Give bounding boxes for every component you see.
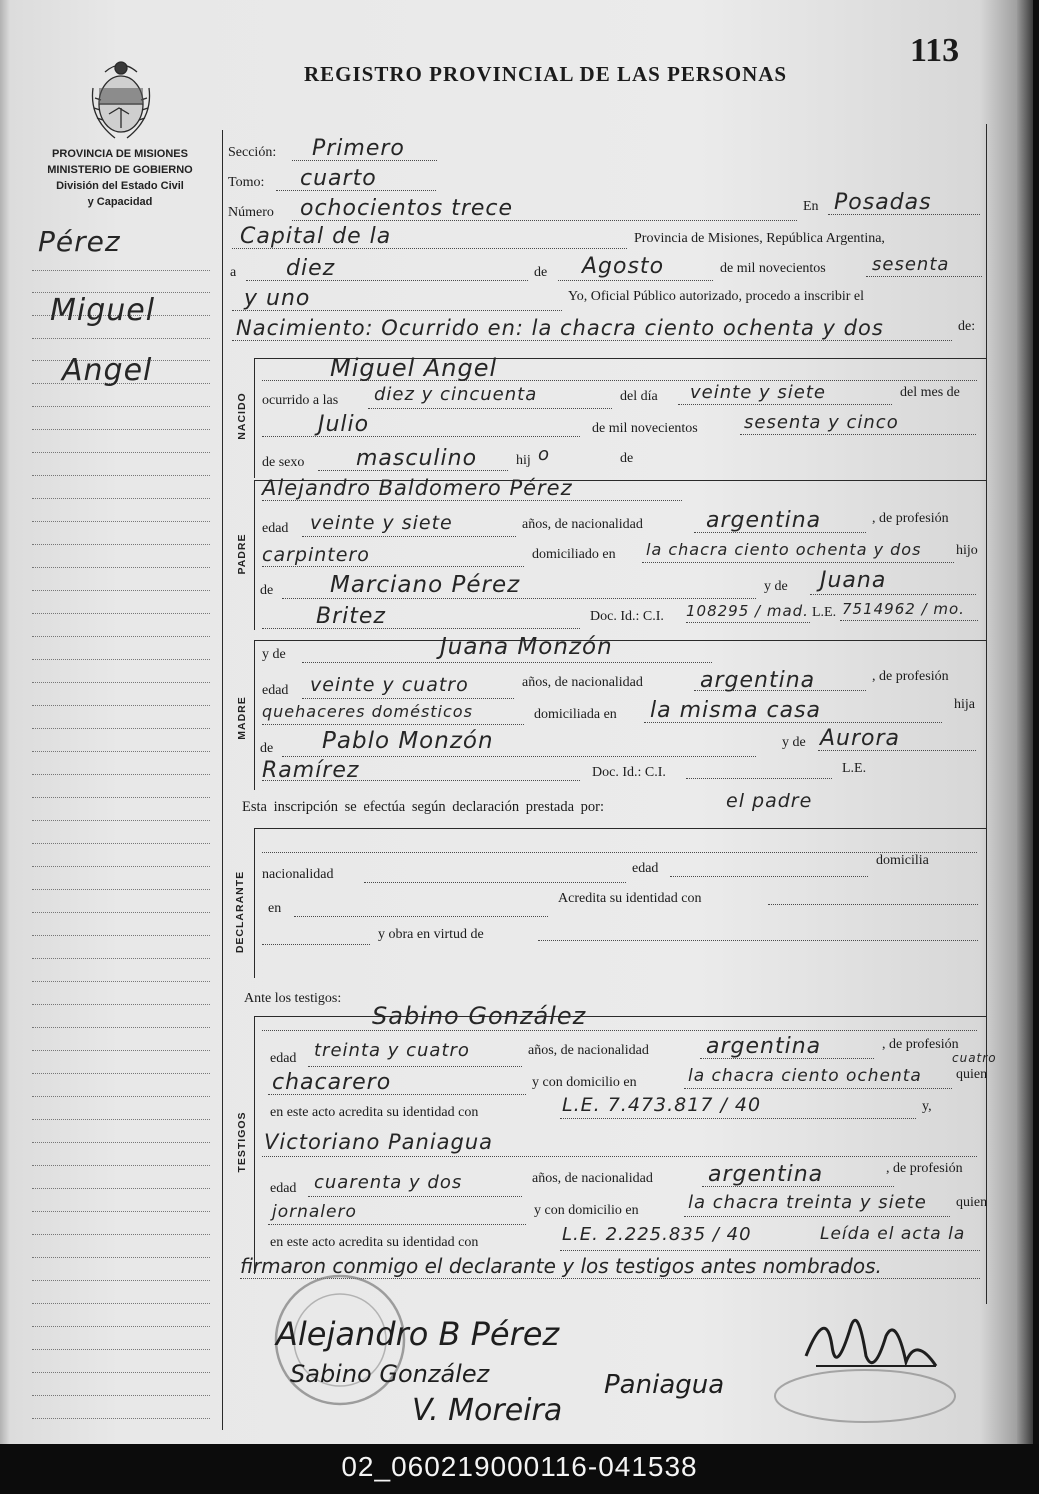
padre-nombre-line [262, 500, 682, 501]
label-declarante: DECLARANTE [234, 870, 246, 954]
label-padre-edad: edad [262, 521, 289, 536]
abuela-p-line [810, 594, 976, 595]
label-de-mes: de [534, 265, 548, 280]
label-tomo: Tomo: [228, 175, 265, 190]
value-sexo: masculino [356, 446, 478, 471]
value-t2-nac: argentina [708, 1162, 824, 1187]
decl-nac-line [364, 882, 626, 883]
value-padre-nombre: Alejandro Baldomero Pérez [262, 476, 573, 500]
padre-edad-line [302, 536, 516, 537]
value-anio: sesenta [872, 254, 950, 275]
label-decl-nac: nacionalidad [262, 867, 334, 882]
signature-testigo1: Sabino González [290, 1360, 490, 1388]
signature-oficial-icon [796, 1296, 946, 1386]
label-decl-domicilia: domicilia [876, 853, 929, 868]
value-tomo: cuarto [300, 166, 377, 191]
abuela-ap-line [262, 628, 580, 629]
label-seccion: Sección: [228, 145, 277, 160]
t2-doc-line [560, 1250, 980, 1251]
value-dia: diez [286, 256, 336, 281]
abuelo-m-line [282, 756, 756, 757]
value-anio2: y uno [244, 286, 311, 311]
value-testigo2-nombre: Victoriano Paniagua [264, 1130, 494, 1154]
value-madre-edad: veinte y cuatro [310, 674, 469, 696]
margin-first-name: Miguel [50, 293, 156, 328]
testigos-side-rule [254, 1016, 255, 1274]
declarante-top-rule [254, 828, 986, 829]
label-nacido: NACIDO [236, 392, 248, 440]
t1-edad-line [308, 1066, 522, 1067]
label-madre-edad: edad [262, 683, 289, 698]
label-t1-acredita: en este acto acredita su identidad con [270, 1105, 479, 1120]
label-ocurrido: ocurrido a las [262, 393, 339, 408]
coat-of-arms-icon [85, 58, 157, 142]
issuer-capacity: y Capacidad [87, 196, 153, 208]
value-padre-prof: carpintero [262, 544, 370, 566]
label-testigos: TESTIGOS [236, 1111, 248, 1173]
label-padre-y-de: y de [764, 579, 788, 594]
value-t2-edad: cuarenta y dos [314, 1172, 463, 1193]
ci-line [686, 622, 810, 623]
decl-acredita-line [768, 904, 978, 905]
label-t1-y: y, [922, 1099, 932, 1114]
label-madre-doc: Doc. Id.: C.I. [592, 765, 666, 780]
form-right-border [986, 124, 987, 1304]
label-mil: de mil novecientos [720, 261, 826, 276]
value-t1-dom: la chacra ciento ochenta [688, 1066, 922, 1086]
mes-nac-line [262, 436, 580, 437]
t2-prof-line [268, 1224, 526, 1225]
t1-nombre-line [262, 1030, 977, 1031]
page-edge [1017, 0, 1033, 1444]
label-t2-edad: edad [270, 1181, 297, 1196]
label-decl-en: en [268, 901, 282, 916]
label-a: a [230, 265, 237, 280]
value-t1-nac: argentina [706, 1034, 822, 1059]
declarante-side-rule [254, 828, 255, 978]
value-hij-suffix: o [538, 444, 551, 465]
label-padre: PADRE [236, 533, 248, 575]
label-t1-nac: años, de nacionalidad [528, 1043, 649, 1058]
value-anio-nac: sesenta y cinco [744, 412, 899, 433]
value-t2-prof: jornalero [272, 1202, 357, 1222]
value-abuela-m-apellido: Ramírez [262, 758, 360, 783]
t1-dom-line [684, 1088, 952, 1089]
label-domiciliada: domiciliada en [534, 707, 617, 722]
label-del-dia: del día [620, 389, 658, 404]
label-decl-edad: edad [632, 861, 659, 876]
label-hija: hija [954, 697, 975, 712]
label-declaracion: Esta inscripción se efectúa según declaración prestada por: [242, 799, 605, 815]
label-madre-nac: años, de nacionalidad [522, 675, 643, 690]
value-cierre-b: firmaron conmigo el declarante y los testigos antes nombrados. [240, 1254, 882, 1278]
value-padre-dom: la chacra ciento ochenta y dos [646, 540, 922, 559]
madre-prof-line [262, 724, 524, 725]
label-de-colon: de: [958, 319, 976, 334]
label-de-padres: de [620, 451, 634, 466]
padre-dom-line [642, 562, 954, 563]
value-t1-dom-extra: cuatro [952, 1051, 997, 1065]
label-sexo: de sexo [262, 455, 305, 470]
label-madre-prof: , de profesión [872, 669, 949, 684]
signature-testigo2: V. Moreira [412, 1393, 563, 1428]
t2-dom-line [684, 1216, 950, 1217]
label-ante-testigos: Ante los testigos: [244, 991, 342, 1006]
registry-title: REGISTRO PROVINCIAL DE LAS PERSONAS [304, 62, 788, 86]
margin-second-name: Angel [62, 353, 153, 388]
issuer-province: PROVINCIA DE MISIONES [52, 148, 188, 160]
label-madre-y-de: y de [262, 647, 286, 662]
acta-line [232, 340, 952, 341]
label-t2-quien: quien [956, 1195, 988, 1210]
value-ciudad: Posadas [834, 190, 932, 215]
value-t2-dom: la chacra treinta y siete [688, 1192, 927, 1213]
label-provincia: Provincia de Misiones, República Argentina, [634, 231, 885, 246]
label-t1-edad: edad [270, 1051, 297, 1066]
testigos-top-rule [254, 1016, 986, 1017]
madre-top-rule [254, 640, 986, 641]
decl-obra-pre-line [262, 944, 370, 945]
nacido-side-rule [254, 358, 255, 478]
label-decl-obra: y obra en virtud de [378, 927, 484, 942]
le-line [840, 620, 978, 621]
label-t1-prof: , de profesión [882, 1037, 959, 1052]
label-hij: hij [516, 453, 531, 468]
label-madre-de: de [260, 741, 274, 756]
signature-paniagua: Paniagua [604, 1370, 725, 1400]
value-seccion: Primero [312, 136, 405, 161]
label-madre-le: L.E. [842, 761, 867, 776]
madre-nombre-line [302, 662, 712, 663]
decl-edad-line [670, 876, 868, 877]
hora-line [368, 408, 612, 409]
label-t2-prof: , de profesión [886, 1161, 963, 1176]
value-testigo1-nombre: Sabino González [372, 1002, 587, 1030]
value-madre-prof: quehaceres domésticos [262, 702, 473, 721]
label-mil-nac: de mil novecientos [592, 421, 698, 436]
madre-edad-line [302, 698, 514, 699]
label-doc-id: Doc. Id.: C.I. [590, 609, 664, 624]
value-dia-nac: veinte y siete [690, 382, 826, 403]
value-t1-prof: chacarero [272, 1070, 392, 1095]
label-le: L.E. [812, 605, 837, 620]
anio-nac-line [740, 434, 976, 435]
decl-obra-line [538, 940, 978, 941]
value-mes-nac: Julio [318, 412, 370, 437]
declarante-nombre-line [262, 852, 977, 853]
padre-side-rule [254, 480, 255, 630]
decl-en-line [294, 916, 548, 917]
label-t1-quien: quien [956, 1067, 988, 1082]
value-padre-nac: argentina [706, 508, 822, 533]
issuer-ministry: MINISTERIO DE GOBIERNO [47, 164, 193, 176]
label-oficial: Yo, Oficial Público autorizado, procedo a inscribir el [568, 289, 865, 304]
label-t1-dom: y con domicilio en [532, 1075, 637, 1090]
label-padre-de: de [260, 583, 274, 598]
label-padre-prof: , de profesión [872, 511, 949, 526]
abuelo-p-line [282, 598, 756, 599]
label-madre-y-de2: y de [782, 735, 806, 750]
value-t1-edad: treinta y cuatro [314, 1040, 470, 1061]
value-declarante-rel: el padre [726, 790, 813, 812]
label-t2-acredita: en este acto acredita su identidad con [270, 1235, 479, 1250]
value-abuela-materna: Aurora [820, 726, 901, 751]
form-left-border [222, 130, 223, 1430]
label-padre-nac: años, de nacionalidad [522, 517, 643, 532]
value-abuelo-materno: Pablo Monzón [322, 728, 494, 754]
label-madre: MADRE [236, 696, 248, 740]
value-cierre-a: Leída el acta la [820, 1224, 966, 1244]
value-nombre: Miguel Angel [330, 354, 498, 382]
value-hora: diez y cincuenta [374, 384, 538, 405]
dia-nac-line [678, 404, 892, 405]
image-caption: 02_060219000116-041538 [0, 1444, 1039, 1494]
t2-nombre-line [262, 1156, 977, 1157]
issuer-block [20, 146, 220, 210]
margin-surname: Pérez [38, 225, 121, 258]
label-domiciliado: domiciliado en [532, 547, 616, 562]
page-number: 113 [910, 32, 960, 69]
madre-side-rule [254, 640, 255, 790]
value-padre-ci: 108295 / mad. [686, 602, 809, 620]
label-hijo: hijo [956, 543, 978, 558]
value-abuela-apellido: Britez [316, 604, 386, 629]
value-madre-nombre: Juana Monzón [440, 634, 613, 660]
value-mes: Agosto [582, 254, 665, 279]
value-acta: Nacimiento: Ocurrido en: la chacra ciento ochenta y dos [236, 316, 884, 340]
label-en: En [803, 199, 819, 214]
t1-doc-line [560, 1118, 916, 1119]
label-decl-acredita: Acredita su identidad con [558, 891, 702, 906]
value-madre-nac: argentina [700, 668, 816, 693]
value-abuela-paterna: Juana [820, 568, 887, 593]
value-t1-documento: L.E. 7.473.817 / 40 [562, 1094, 762, 1116]
madre-ci-line [686, 778, 832, 779]
value-abuelo-paterno: Marciano Pérez [330, 572, 521, 598]
label-numero: Número [228, 205, 274, 220]
t2-edad-line [308, 1196, 522, 1197]
value-numero: ochocientos trece [300, 196, 514, 221]
label-t2-nac: años, de nacionalidad [532, 1171, 653, 1186]
label-t2-dom: y con domicilio en [534, 1203, 639, 1218]
value-capital: Capital de la [240, 224, 392, 249]
signature-padre: Alejandro B Pérez [276, 1315, 560, 1353]
value-padre-le: 7514962 / mo. [842, 600, 965, 618]
label-del-mes: del mes de [900, 385, 960, 400]
value-padre-edad: veinte y siete [310, 512, 453, 534]
padre-prof-line [262, 566, 524, 567]
issuer-division: División del Estado Civil [56, 180, 184, 192]
value-t2-documento: L.E. 2.225.835 / 40 [562, 1224, 752, 1245]
value-madre-dom: la misma casa [650, 698, 822, 723]
anio-line [866, 276, 982, 277]
mes-line [558, 280, 713, 281]
